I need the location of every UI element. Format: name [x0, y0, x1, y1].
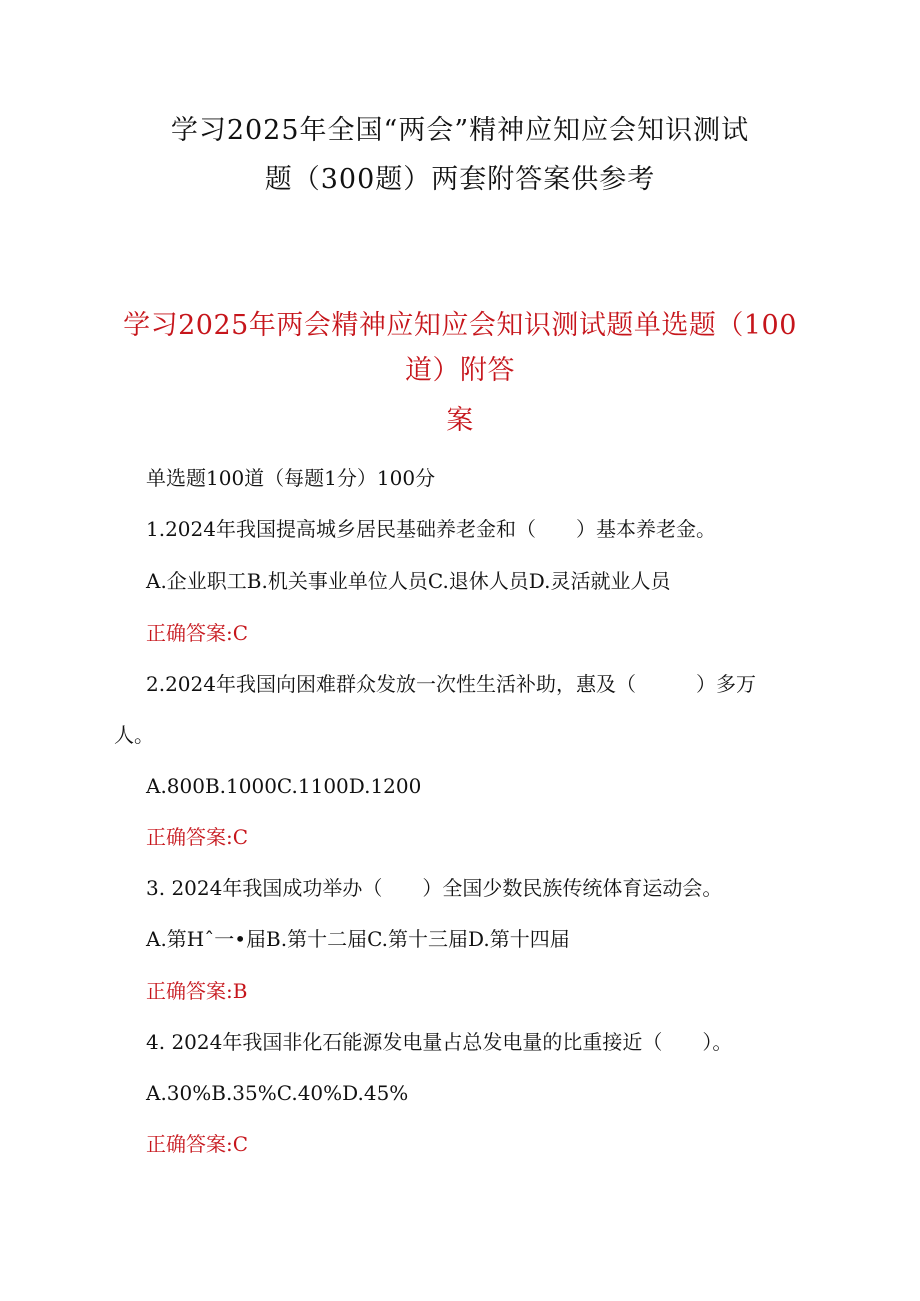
question-text: 4. 2024年我国非化石能源发电量占总发电量的比重接近（ ）。 [146, 1030, 733, 1054]
section-title-line-3: 案 [446, 405, 474, 436]
correct-answer: 正确答案:C [146, 1132, 249, 1156]
correct-answer: 正确答案:C [146, 621, 249, 645]
question-options: A.800B.1000C.1100D.1200 [146, 774, 422, 798]
document-title-line-1: 学习2025年全国“两会”精神应知应会知识测试 [170, 115, 750, 146]
section-intro: 单选题100道（每题1分）100分 [146, 466, 436, 490]
question-options: A.企业职工B.机关事业单位人员C.退休人员D.灵活就业人员 [146, 569, 671, 593]
question-options: A.30%B.35%C.40%D.45% [146, 1081, 409, 1105]
section-title-line-1: 学习2025年两会精神应知应会知识测试题单选题（100 [123, 310, 797, 341]
correct-answer: 正确答案:B [146, 979, 248, 1003]
question-text: 2.2024年我国向困难群众发放一次性生活补助，惠及（ ）多万 [146, 672, 756, 696]
section-title-line-2: 道）附答 [405, 355, 515, 386]
question-text: 3. 2024年我国成功举办（ ）全国少数民族传统体育运动会。 [146, 876, 723, 900]
question-text-continued: 人。 [114, 723, 154, 747]
document-title-line-2: 题（300题）两套附答案供参考 [264, 164, 656, 195]
question-text: 1.2024年我国提高城乡居民基础养老金和（ ）基本养老金。 [146, 517, 716, 541]
question-options: A.第Hˆ一•届B.第十二届C.第十三届D.第十四届 [146, 927, 570, 951]
correct-answer: 正确答案:C [146, 825, 249, 849]
